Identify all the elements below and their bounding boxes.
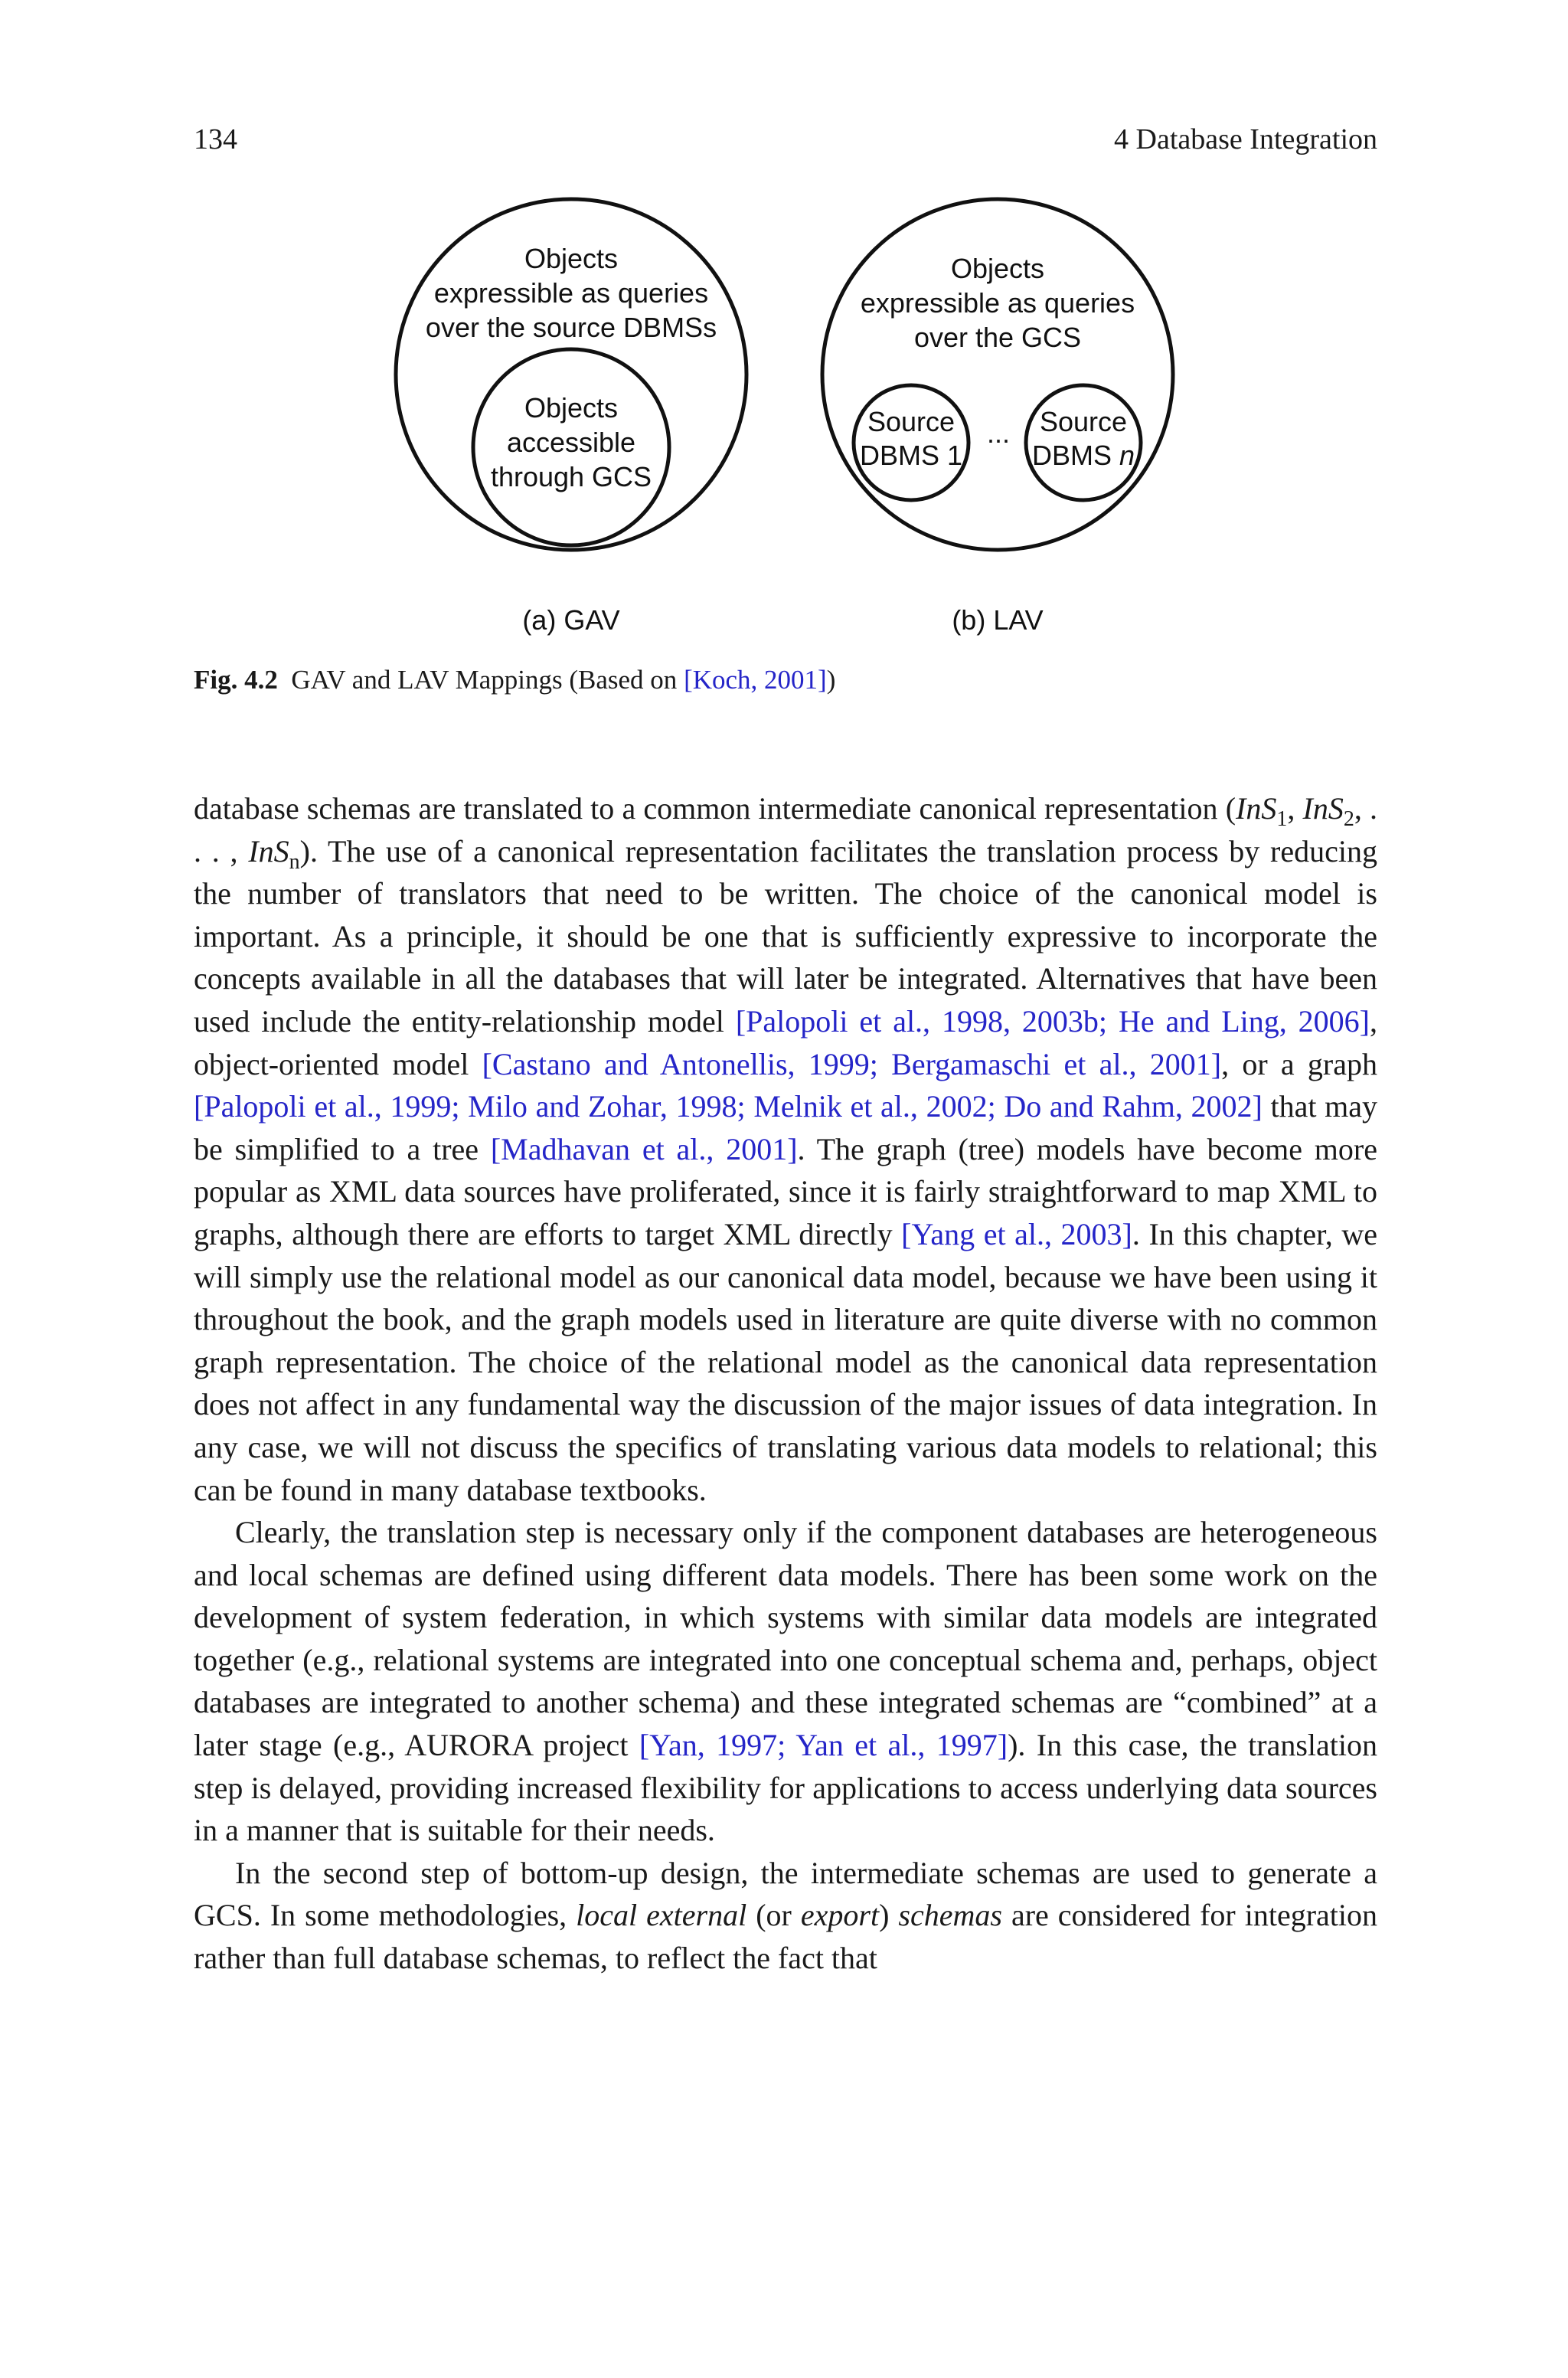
citation-link[interactable]: [Yan, 1997; Yan et al., 1997] — [639, 1728, 1008, 1763]
lav-source1-label-2: DBMS 1 — [859, 440, 963, 471]
figure-caption — [194, 665, 1377, 695]
paragraph-1 — [194, 787, 1377, 1511]
text-run: 2 — [1343, 807, 1354, 831]
gav-inner-label-3: through GCS — [490, 461, 652, 492]
text-run: . The graph (tree) models have become more popular as XML data sources have proliferated, since it is fairly straightforward to map XML to graphs, although there are efforts to target XML directly — [194, 1131, 1377, 1251]
text-run: database schemas are translated to a common intermediate canonical representation ( — [194, 791, 1236, 826]
gav-outer-label-3: over the source DBMSs — [425, 312, 717, 343]
text-run: InS — [248, 833, 289, 868]
caption-citation[interactable]: [Koch, 2001] — [684, 665, 827, 695]
text-run: schemas — [898, 1898, 1002, 1933]
text-run: Clearly, the translation step is necessary only if the component databases are heterogeneous and local schemas are defined using different data models. There has been some work on the development of system federation, in which systems with similar data models are integrated together (e.g., relational systems are integrated into one conceptual schema and, perhaps, object databases are integrated to another schema) and these integrated schemas are “combined” at a later stage (e.g., AURORA project — [194, 1515, 1377, 1763]
lav-sublabel: (b) LAV — [952, 604, 1044, 636]
text-run: 1 — [1276, 807, 1288, 831]
citation-link[interactable]: [Palopoli et al., 1998, 2003b; He and Ling, 2006] — [735, 1003, 1370, 1039]
text-run: local external — [576, 1898, 747, 1933]
caption-close: ) — [826, 665, 836, 695]
caption-text: GAV and LAV Mappings (Based on — [291, 665, 684, 695]
figure-label: Fig. 4.2 — [194, 665, 278, 695]
lav-outer-circle — [822, 199, 1173, 550]
citation-link[interactable]: [Castano and Antonellis, 1999; Bergamaschi et al., 2001] — [482, 1046, 1222, 1081]
text-run: In the second step of bottom-up design, the intermediate schemas are used to generate a GCS. In some methodologies, — [194, 1855, 1377, 1933]
paragraph-2 — [194, 1511, 1377, 1852]
text-run: , . . . , — [194, 791, 1378, 868]
citation-link[interactable]: [Madhavan et al., 2001] — [490, 1131, 798, 1166]
text-run: , or a graph — [1221, 1046, 1377, 1081]
text-run: , object-oriented model — [194, 1003, 1377, 1081]
text-run: InS — [1302, 791, 1344, 826]
citation-link[interactable]: [Yang et al., 2003] — [901, 1216, 1132, 1251]
text-run: export — [800, 1898, 880, 1933]
gav-sublabel: (a) GAV — [522, 604, 620, 636]
text-run: n — [289, 849, 300, 874]
lav-sourcen-label-2: DBMS n — [1031, 440, 1135, 471]
lav-ellipsis: ... — [986, 417, 1011, 449]
chapter-title: 4 Database Integration — [1114, 123, 1377, 155]
text-run: ). In this case, the translation step is delayed, providing increased flexibility for applications to access underlying data sources in a manner that is suitable for their needs. — [194, 1728, 1377, 1848]
citation-link[interactable]: [Palopoli et al., 1999; Milo and Zohar, 1998; Melnik et al., 2002; Do and Rahm, 2002] — [194, 1089, 1263, 1124]
gav-outer-label-2: expressible as queries — [433, 277, 709, 309]
lav-sourcen-label-1: Source — [1039, 406, 1128, 437]
lav-outer-label-3: over the GCS — [913, 322, 1082, 353]
page-number: 134 — [194, 123, 237, 155]
gav-diagram — [396, 199, 746, 636]
body-text — [194, 787, 1377, 1980]
lav-outer-label-2: expressible as queries — [860, 287, 1135, 319]
figure-gav-lav — [0, 0, 1568, 659]
text-run: . In this chapter, we will simply use the relational model as our canonical data model, because we have been using it throughout the book, and the graph models used in literature are quite diverse with no common graph representation. The choice of the relational model as the canonical data representation does not affect in any fundamental way the discussion of the major issues of data integration. In any case, we will not discuss the specifics of translating various data models to relational; this can be found in many database textbooks. — [194, 1216, 1377, 1507]
text-run: that may be simplified to a tree — [194, 1089, 1377, 1166]
text-run: ) — [879, 1898, 899, 1933]
text-run: ). The use of a canonical representation facilitates the translation process by reducing the number of translators that need to be written. The choice of the canonical model is important. As a principle, it should be one that is sufficiently expressive to incorporate the concepts available in all the databases that will later be integrated. Alternatives that have been used include the entity-relationship model — [194, 833, 1378, 1039]
lav-outer-label-1: Objects — [950, 253, 1045, 284]
gav-inner-label-2: accessible — [506, 427, 636, 458]
text-run: , — [1287, 791, 1303, 826]
gav-inner-label-1: Objects — [524, 392, 619, 424]
lav-diagram — [822, 199, 1173, 636]
gav-outer-label-1: Objects — [524, 243, 619, 274]
text-run: (or — [746, 1898, 801, 1933]
text-run: InS — [1236, 791, 1277, 826]
text-run: are considered for integration rather than full database schemas, to reflect the fact that — [194, 1898, 1378, 1976]
paragraph-3 — [194, 1852, 1377, 1980]
lav-source1-label-1: Source — [867, 406, 956, 437]
